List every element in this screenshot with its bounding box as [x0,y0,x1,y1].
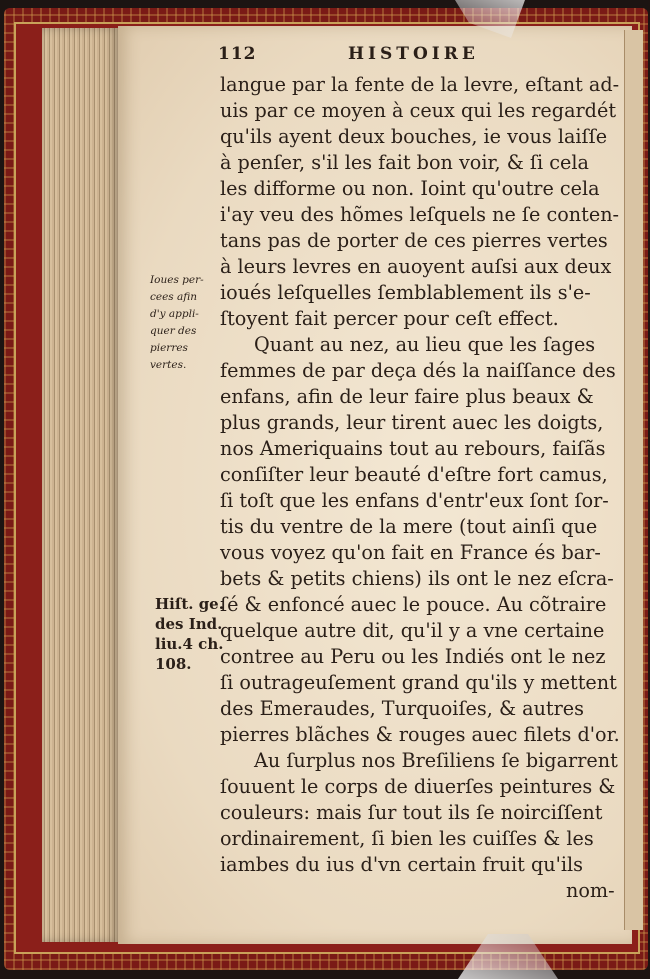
text-line: Au ſurplus nos Breſiliens ſe bigarrent [254,749,618,772]
text-line: contree au Peru ou les Indiés ont le nez [220,645,606,668]
text-line: conſiſter leur beauté d'eſtre fort camus, [220,463,608,486]
text-line: langue par la fente de la levre, eſtant ad- [220,73,620,96]
running-title: HISTOIRE [348,44,479,64]
margin-reference-line: 108. [155,655,192,673]
text-line: Quant au nez, au lieu que les ſages [254,333,596,356]
text-line: ſouuent le corps de diuerſes peintures & [220,775,616,798]
text-line: à leurs levres en auoyent auſsi aux deux [220,255,612,278]
page-block-edges [42,28,120,942]
margin-reference-line: liu.4 ch. [155,635,224,653]
text-line: ſtoyent fait percer pour ceſt effect. [220,307,559,330]
margin-note [150,272,220,374]
margin-note-line: quer des [150,325,197,337]
margin-note-line: vertes. [150,359,187,371]
text-line: les difforme ou non. Ioint qu'outre cela [220,177,600,200]
text-line: i'ay veu des hõmes leſquels ne ſe conten- [220,203,620,226]
text-line: uis par ce moyen à ceux qui les regardét [220,99,617,122]
body-text [220,72,620,904]
text-line: enfans, afin de leur faire plus beaux & [220,385,594,408]
margin-note-line: d'y appli- [150,308,199,320]
text-line: bets & petits chiens) ils ont le nez eſcra- [220,567,614,590]
text-line: tis du ventre de la mere (tout ainſi que [220,515,598,538]
margin-reference-line: Hiſt. ge. [155,595,224,613]
text-line: ioués leſquelles ſemblablement ils s'e- [220,281,591,304]
text-line: qu'ils ayent deux bouches, ie vous laiſſe [220,125,608,148]
facing-page-edge [624,30,643,930]
text-line: ordinairement, ſi bien les cuiſſes & les [220,827,594,850]
text-line: ſi toſt que les enfans d'entr'eux ſont ſor- [220,489,609,512]
margin-reference-line: des Ind. [155,615,223,633]
margin-note-line: pierres [150,342,188,354]
text-line: iambes du ius d'vn certain fruit qu'ils [220,853,584,876]
text-line: femmes de par deça dés la naiſſance des [220,359,616,382]
text-line: quelque autre dit, qu'il y a vne certaine [220,619,605,642]
text-line: pierres blãches & rouges auec filets d'or. [220,723,620,746]
text-line: tans pas de porter de ces pierres vertes [220,229,608,252]
text-line: ſi outrageuſement grand qu'ils y mettent [220,671,617,694]
text-line: couleurs: mais ſur tout ils ſe noirciſſent [220,801,603,824]
text-line: nom- [566,879,615,902]
text-line: ſé & enfoncé auec le pouce. Au cõtraire [220,593,607,616]
margin-note-line: Ioues per- [150,274,204,286]
text-line: à penſer, s'il les fait bon voir, & ſi cela [220,151,589,174]
text-line: vous voyez qu'on fait en France és bar- [220,541,601,564]
text-line: nos Ameriquains tout au rebours, faiſãs [220,437,606,460]
running-head [218,44,618,68]
margin-reference [155,594,225,674]
text-line: des Emeraudes, Turquoiſes, & autres [220,697,585,720]
page-number: 112 [218,44,257,64]
text-line: plus grands, leur tirent auec les doigts, [220,411,604,434]
margin-note-line: cees afin [150,291,198,303]
